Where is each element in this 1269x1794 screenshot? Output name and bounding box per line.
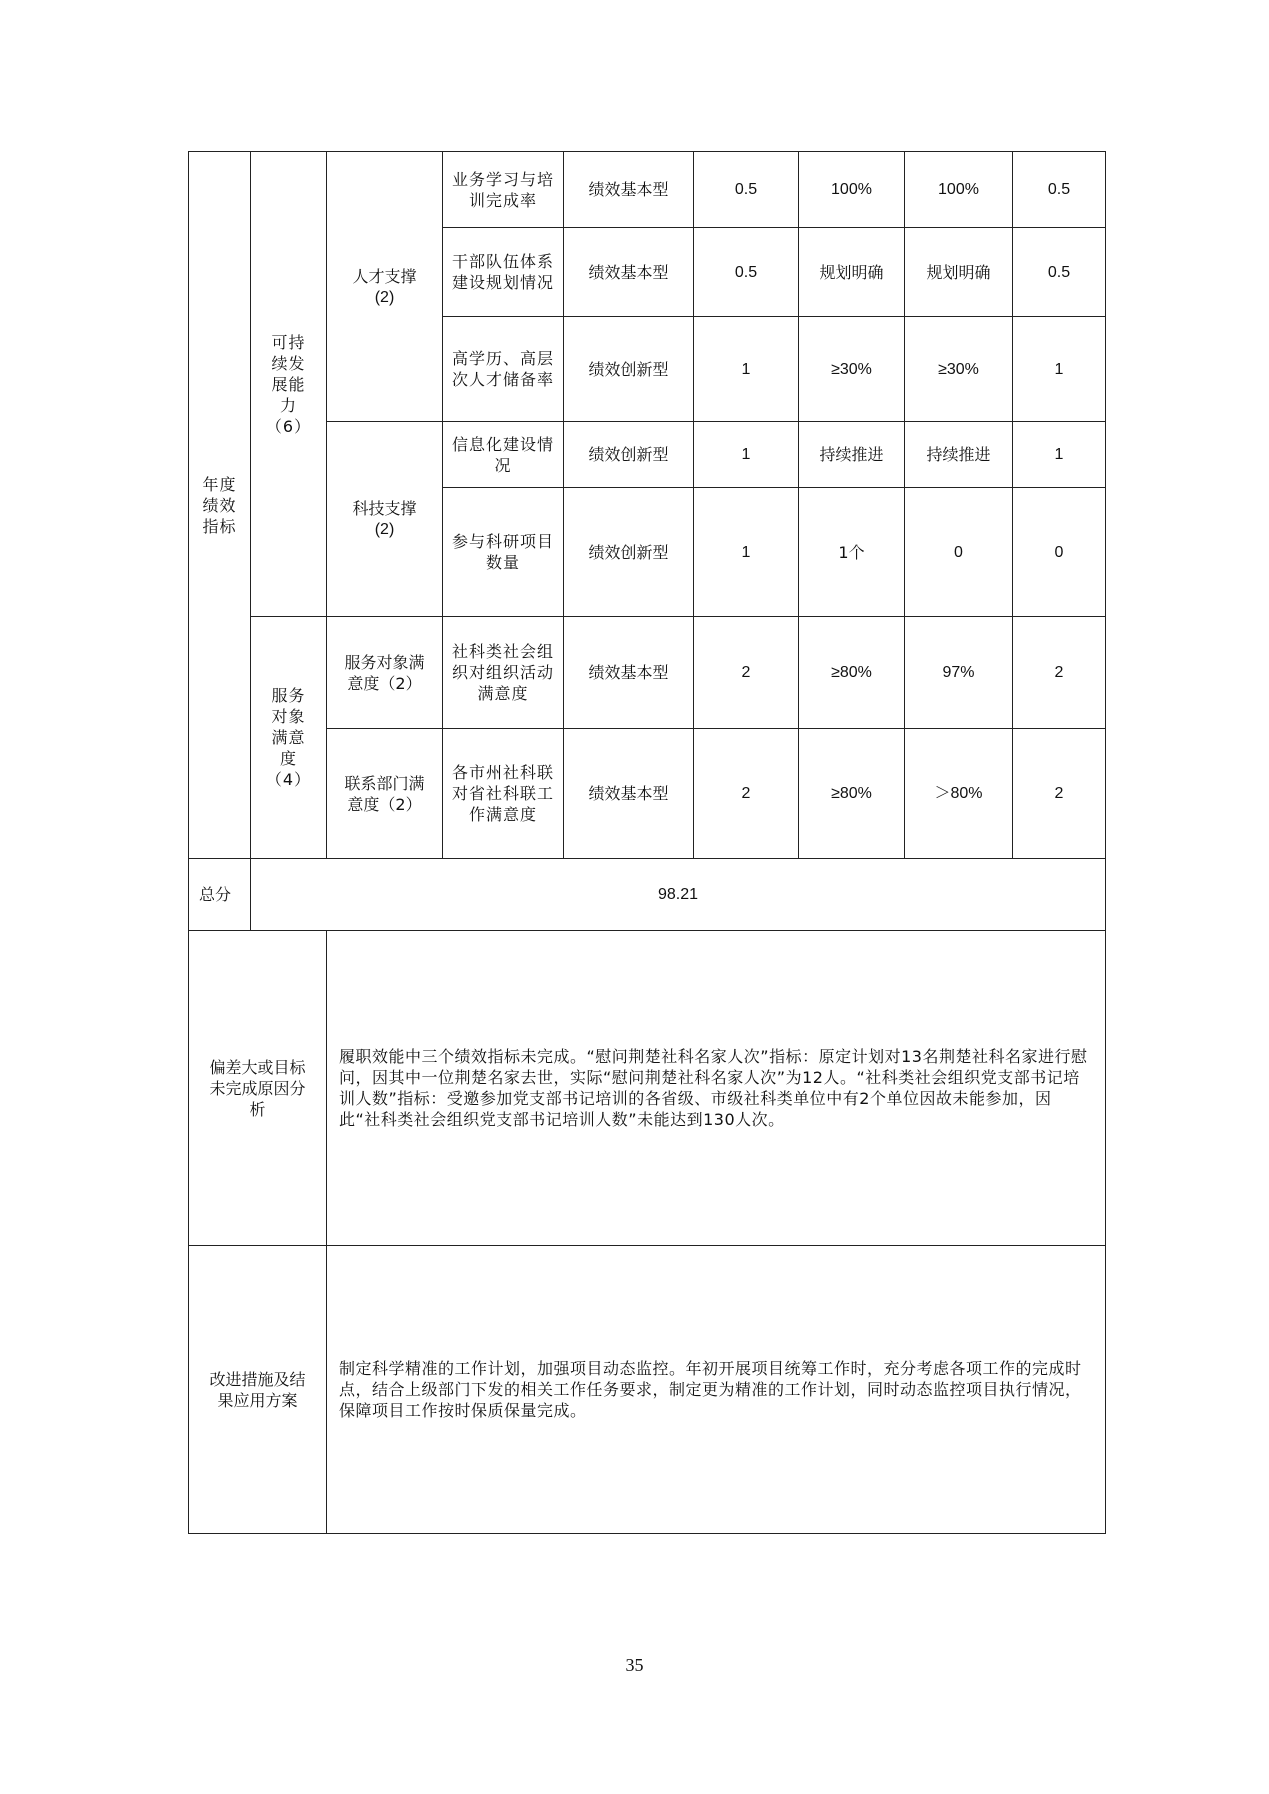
deviation-label: 偏差大或目标未完成原因分析 bbox=[189, 931, 327, 1246]
score-cell: 0 bbox=[1013, 488, 1106, 617]
table-row bbox=[189, 422, 1106, 488]
total-label: 总分 bbox=[189, 859, 251, 931]
actual-cell: 0 bbox=[905, 488, 1013, 617]
indicator-type-cell: 绩效基本型 bbox=[564, 617, 694, 729]
score-cell: 1 bbox=[1013, 317, 1106, 422]
target-cell: 100% bbox=[799, 152, 905, 228]
performance-table bbox=[188, 151, 1106, 1534]
target-cell: 规划明确 bbox=[799, 228, 905, 317]
table-row bbox=[189, 617, 1106, 729]
improvement-row bbox=[189, 1246, 1106, 1534]
indicator-cell: 业务学习与培训完成率 bbox=[443, 152, 564, 228]
weight-cell: 1 bbox=[694, 488, 799, 617]
indicator-type-cell: 绩效基本型 bbox=[564, 152, 694, 228]
actual-cell: 持续推进 bbox=[905, 422, 1013, 488]
score-cell: 0.5 bbox=[1013, 228, 1106, 317]
indicator-cell: 各市州社科联对省社科联工作满意度 bbox=[443, 729, 564, 859]
total-row bbox=[189, 859, 1106, 931]
actual-cell: 97% bbox=[905, 617, 1013, 729]
target-cell: ≥30% bbox=[799, 317, 905, 422]
subgroup-label-department-satisfaction: 联系部门满意度（2） bbox=[327, 729, 443, 859]
weight-cell: 1 bbox=[694, 317, 799, 422]
indicator-type-cell: 绩效创新型 bbox=[564, 317, 694, 422]
indicator-cell: 参与科研项目数量 bbox=[443, 488, 564, 617]
indicator-cell: 社科类社会组织对组织活动满意度 bbox=[443, 617, 564, 729]
indicator-cell: 高学历、高层次人才储备率 bbox=[443, 317, 564, 422]
weight-cell: 1 bbox=[694, 422, 799, 488]
score-cell: 0.5 bbox=[1013, 152, 1106, 228]
improvement-text: 制定科学精准的工作计划，加强项目动态监控。年初开展项目统筹工作时，充分考虑各项工作的完成时点，结合上级部门下发的相关工作任务要求，制定更为精准的工作计划，同时动态监控项目执行情况，保障项目工作按时保质保量完成。 bbox=[327, 1246, 1106, 1534]
indicator-cell: 干部队伍体系建设规划情况 bbox=[443, 228, 564, 317]
target-cell: ≥80% bbox=[799, 617, 905, 729]
subgroup-label-tech: 科技支撑 (2) bbox=[327, 422, 443, 617]
total-value: 98.21 bbox=[251, 859, 1106, 931]
indicator-type-cell: 绩效创新型 bbox=[564, 488, 694, 617]
weight-cell: 2 bbox=[694, 617, 799, 729]
row-header-annual-indicators: 年度绩效指标 bbox=[189, 152, 251, 859]
actual-cell: 规划明确 bbox=[905, 228, 1013, 317]
target-cell: 1个 bbox=[799, 488, 905, 617]
score-cell: 2 bbox=[1013, 729, 1106, 859]
score-cell: 2 bbox=[1013, 617, 1106, 729]
indicator-cell: 信息化建设情况 bbox=[443, 422, 564, 488]
indicator-type-cell: 绩效基本型 bbox=[564, 228, 694, 317]
actual-cell: ＞80% bbox=[905, 729, 1013, 859]
page-number: 35 bbox=[625, 1655, 644, 1675]
actual-cell: ≥30% bbox=[905, 317, 1013, 422]
table-row bbox=[189, 152, 1106, 228]
indicator-type-cell: 绩效基本型 bbox=[564, 729, 694, 859]
weight-cell: 2 bbox=[694, 729, 799, 859]
subgroup-label-talent: 人才支撑 (2) bbox=[327, 152, 443, 422]
indicator-type-cell: 绩效创新型 bbox=[564, 422, 694, 488]
score-cell: 1 bbox=[1013, 422, 1106, 488]
actual-cell: 100% bbox=[905, 152, 1013, 228]
subgroup-label-service-satisfaction: 服务对象满意度（2） bbox=[327, 617, 443, 729]
improvement-label: 改进措施及结果应用方案 bbox=[189, 1246, 327, 1534]
group-label-sustainability: 可持续发展能力（6） bbox=[251, 152, 327, 617]
deviation-text: 履职效能中三个绩效指标未完成。“慰问荆楚社科名家人次”指标：原定计划对13名荆楚社科名家进行慰问，因其中一位荆楚名家去世，实际“慰问荆楚社科名家人次”为12人。“社科类社会组织党支部书记培训人数”指标：受邀参加党支部书记培训的各省级、市级社科类单位中有2个单位因故未能参加，因此“社科类社会组织党支部书记培训人数”未能达到130人次。 bbox=[327, 931, 1106, 1246]
deviation-row bbox=[189, 931, 1106, 1246]
table-row bbox=[189, 729, 1106, 859]
group-label-satisfaction: 服务对象满意度（4） bbox=[251, 617, 327, 859]
weight-cell: 0.5 bbox=[694, 152, 799, 228]
target-cell: 持续推进 bbox=[799, 422, 905, 488]
weight-cell: 0.5 bbox=[694, 228, 799, 317]
target-cell: ≥80% bbox=[799, 729, 905, 859]
